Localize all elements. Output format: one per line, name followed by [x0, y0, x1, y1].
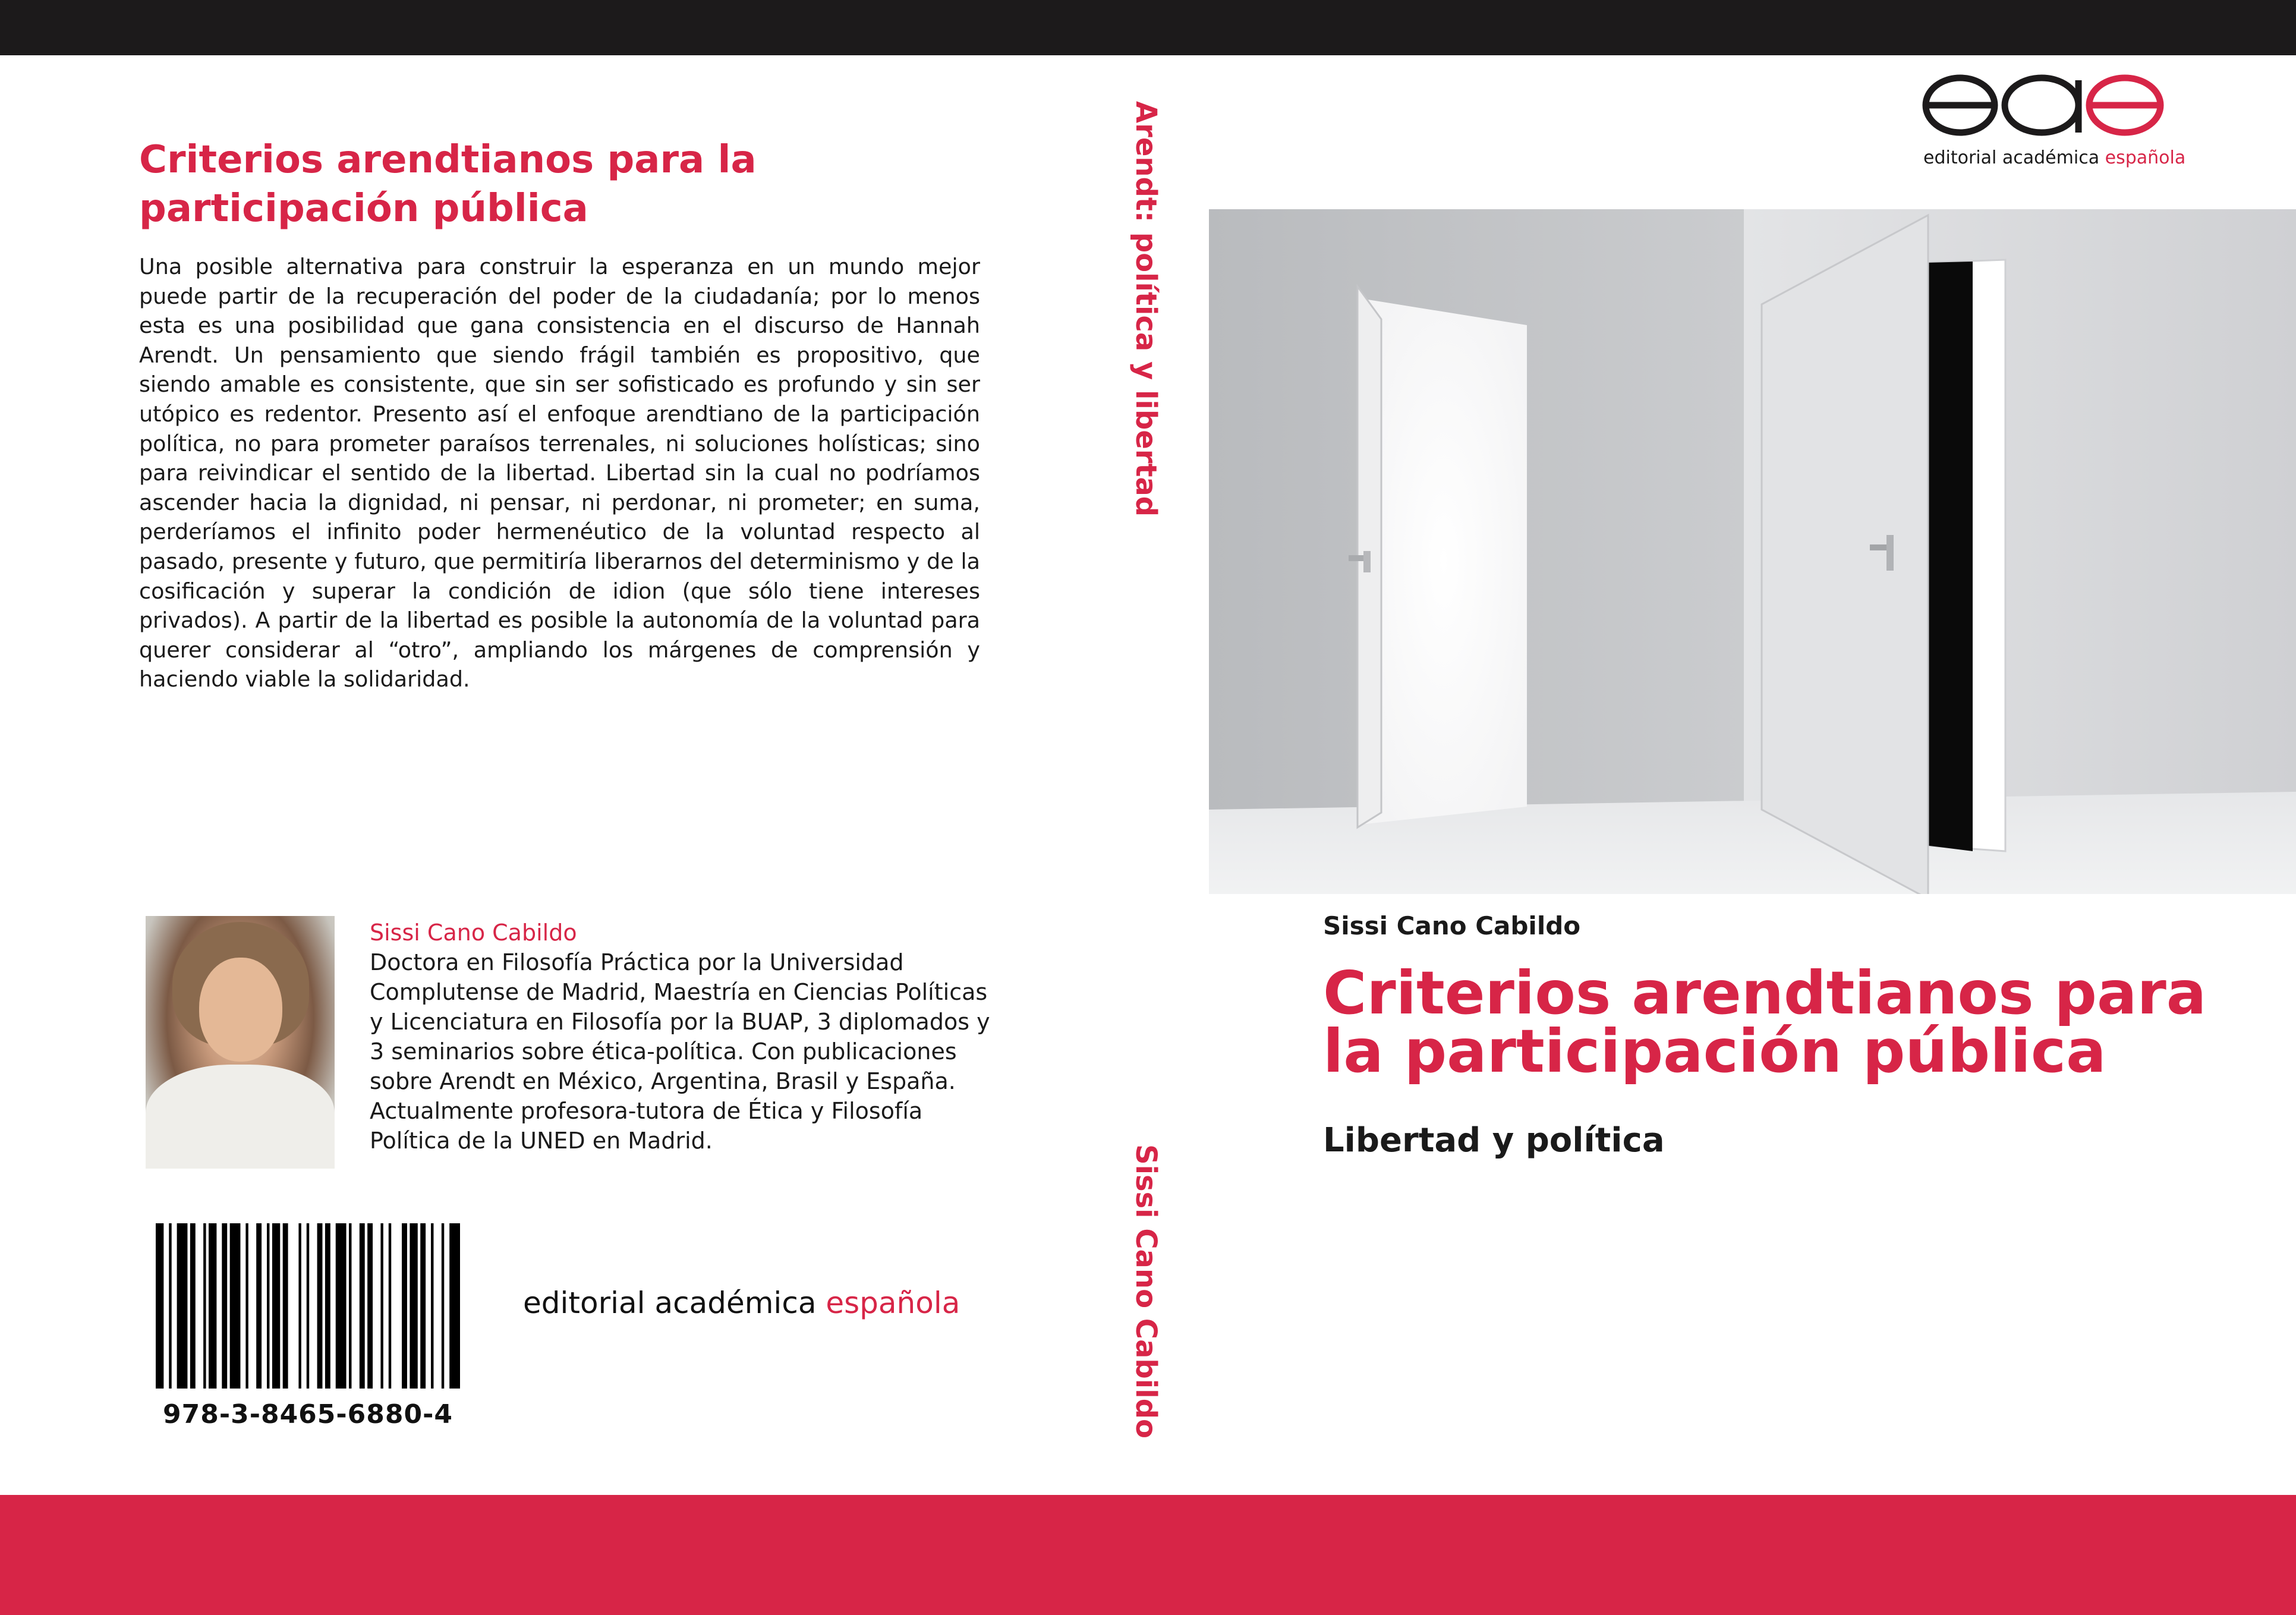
barcode-bar: [177, 1223, 188, 1389]
barcode-bar: [402, 1223, 407, 1389]
top-band: [0, 0, 2296, 55]
barcode-bar: [256, 1223, 262, 1389]
barcode-bar: [222, 1223, 227, 1389]
barcode-bar: [245, 1223, 248, 1389]
barcode-bar: [209, 1223, 216, 1389]
barcode-bar: [420, 1223, 426, 1389]
barcode-bar: [336, 1223, 347, 1389]
barcode-bar: [169, 1223, 171, 1389]
barcode-bar: [156, 1223, 163, 1389]
barcode-bar: [389, 1223, 391, 1389]
barcode-bar: [190, 1223, 196, 1389]
front-cover-subtitle: Libertad y política: [1323, 1121, 1665, 1160]
spine-title: Arendt: política y libertad: [1129, 101, 1163, 517]
front-cover-author: Sissi Cano Cabildo: [1323, 911, 1581, 940]
logo-caption-accent: española: [2105, 147, 2186, 168]
barcode-bar: [442, 1223, 444, 1389]
spine-author: Sissi Cano Cabildo: [1129, 1144, 1163, 1439]
barcode-bar: [349, 1223, 351, 1389]
bottom-band: [0, 1495, 2296, 1615]
barcode-bar: [230, 1223, 241, 1389]
publisher-name-accent: española: [826, 1286, 960, 1320]
author-name: Sissi Cano Cabildo: [370, 920, 577, 946]
barcode-bar: [307, 1223, 309, 1389]
front-cover-title: Criterios arendtianos para la participación pública: [1323, 958, 2207, 1086]
barcode-bar: [283, 1223, 288, 1389]
back-cover-title: Criterios arendtianos para la participación pública: [139, 138, 757, 231]
barcode-bar: [431, 1223, 433, 1389]
barcode-bar: [203, 1223, 206, 1389]
back-cover-blurb: Una posible alternativa para construir la esperanza en un mundo mejor puede partir de la recuperación del poder de la ciudadanía; por lo menos esta es una posibilidad que gana consistencia en el discurso de Hannah Arendt. Un pensamiento que siendo frágil también es propositivo, que siendo amable es consistente, que sin ser sofisticado es profundo y sin ser utópico es redentor. Presento así el enfoque arendtiano de la participación política, no para prometer paraísos terrenales, ni soluciones holísticas; sino para reivindicar el sentido de la libertad. Libertad sin la cual no podríamos ascender hacia la dignidad, ni pensar, ni perdonar, ni prometer; en suma, perderíamos el infinito poder hermenéutico de la voluntad respecto al pasado, presente y futuro, que permitiría liberarnos del determinismo y de la cosificación y superar la condición de idion (que sólo tiene intereses privados). A partir de la libertad es posible la autonomía de la voluntad para querer considerar al “otro”, ampliando los márgenes de comprensión y haciendo viable la solidaridad.: [139, 254, 980, 692]
logo-caption: [1923, 146, 2185, 170]
publisher-name-main: editorial académica: [523, 1286, 826, 1320]
barcode-bar: [449, 1223, 460, 1389]
barcode-bar: [380, 1223, 383, 1389]
author-photo: [146, 916, 335, 1169]
author-bio: Doctora en Filosofía Práctica por la Universidad Complutense de Madrid, Maestría en Ciencias Políticas y Licenciatura en Filosofía por la BUAP, 3 diplomados y 3 seminarios sobre ética-política. Con publicaciones sobre Arendt en México, Argentina, Brasil y España. Actualmente profesora-tutora de Ética y Filosofía Política de la UNED en Madrid.: [370, 949, 990, 1154]
barcode-bar: [410, 1223, 417, 1389]
barcode-bar: [272, 1223, 280, 1389]
barcode-bar: [298, 1223, 301, 1389]
back-publisher-name: [523, 1284, 960, 1322]
cover-photo-doors: [1209, 209, 2296, 894]
barcode-bar: [267, 1223, 269, 1389]
barcode-bar: [317, 1223, 323, 1389]
barcode-bar: [325, 1223, 330, 1389]
barcode-icon: [156, 1223, 460, 1389]
logo-caption-main: editorial académica: [1923, 147, 2105, 168]
isbn-number: 978-3-8465-6880-4: [162, 1399, 453, 1430]
barcode-bar: [367, 1223, 373, 1389]
barcode-bar: [360, 1223, 365, 1389]
